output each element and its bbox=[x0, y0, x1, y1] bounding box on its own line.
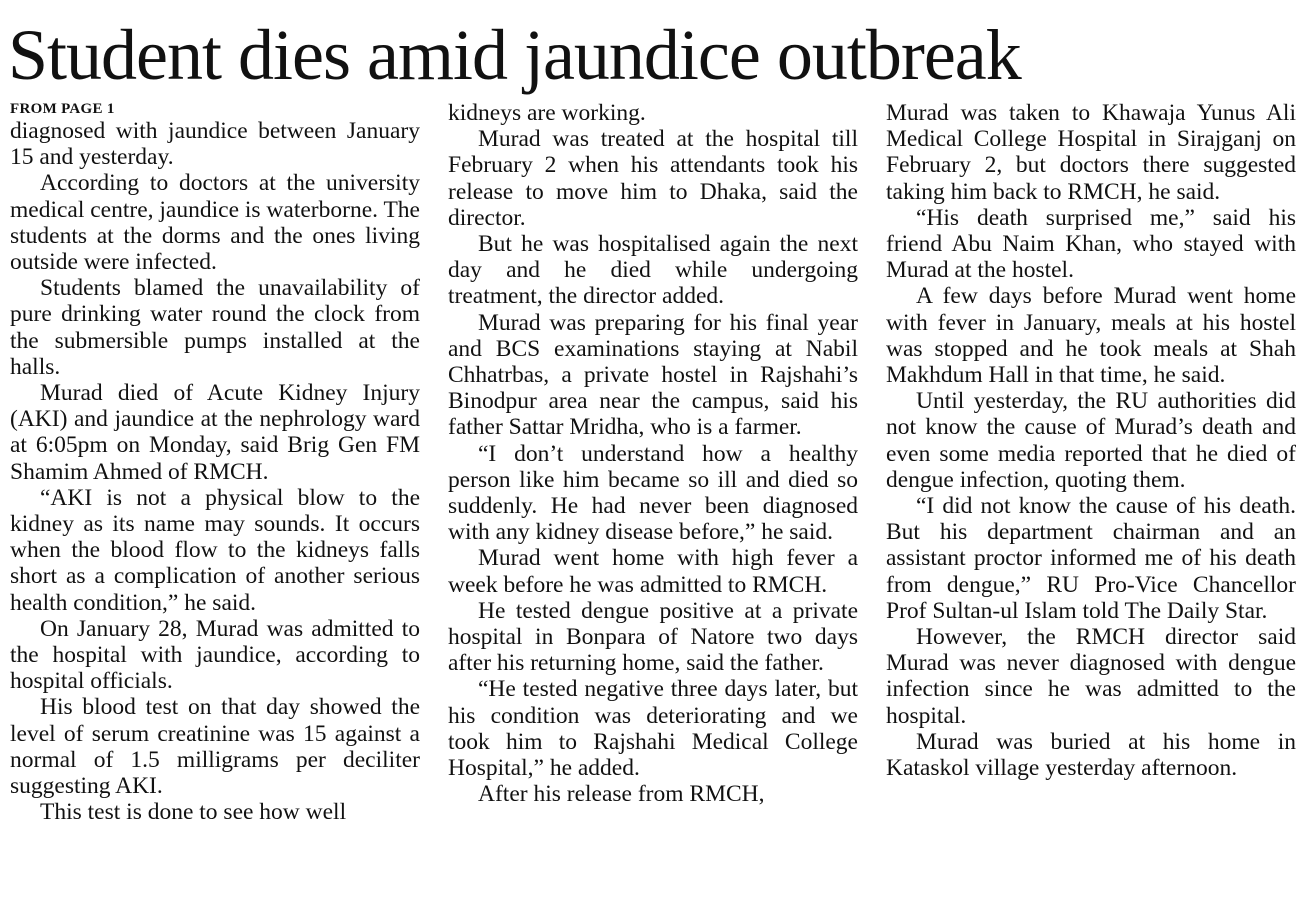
article-column-3 bbox=[886, 100, 1296, 900]
paragraph: “His death surprised me,” said his friend Abu Naim Khan, who stayed with Murad at the hostel. bbox=[886, 204, 1296, 284]
paragraph: A few days before Murad went home with fever in January, meals at his hostel was stopped and he took meals at Shah Makhdum Hall in that time, he said. bbox=[886, 283, 1296, 389]
paragraph: Murad went home with high fever a week before he was admitted to RMCH. bbox=[448, 545, 858, 598]
headline: Student dies amid jaundice outbreak bbox=[8, 15, 1021, 95]
article-column-2 bbox=[448, 100, 858, 900]
paragraph: “I don’t understand how a healthy person like him became so ill and died so suddenly. He had never been diagnosed with any kidney disease before,” he said. bbox=[448, 440, 858, 546]
paragraph: Murad was treated at the hospital till February 2 when his attendants took his release to move him to Dhaka, said the director. bbox=[448, 126, 858, 231]
paragraph: According to doctors at the university medical centre, jaundice is waterborne. The students at the dorms and the ones living outside were infected. bbox=[10, 170, 420, 276]
paragraph: Murad was taken to Khawaja Yunus Ali Medical College Hospital in Sirajganj on February 2, but doctors there suggested taking him back to RMCH, he said. bbox=[886, 100, 1296, 205]
paragraph: But he was hospitalised again the next day and he died while undergoing treatment, the director added. bbox=[448, 231, 858, 310]
paragraph: “He tested negative three days later, but his condition was deteriorating and we took him to Rajshahi Medical College Hospital,” he added. bbox=[448, 676, 858, 782]
paragraph: “I did not know the cause of his death. But his department chairman and an assistant proctor informed me of his death from dengue,” RU Pro-Vice Chancellor Prof Sultan-ul Islam told The Daily Star. bbox=[886, 493, 1296, 624]
paragraph: On January 28, Murad was admitted to the hospital with jaundice, according to hospital officials. bbox=[10, 615, 420, 695]
paragraph: Murad was buried at his home in Kataskol village yesterday afternoon. bbox=[886, 728, 1296, 782]
paragraph: This test is done to see how well bbox=[40, 799, 347, 826]
paragraph: Murad was preparing for his final year and BCS examinations staying at Nabil Chhatrbas, a private hostel in Rajshahi’s Binodpur area near the campus, said his father Sattar Mridha, who is a farmer. bbox=[448, 309, 858, 441]
paragraph: Until yesterday, the RU authorities did not know the cause of Murad’s death and even some media reported that he died of dengue infection, quoting them. bbox=[886, 388, 1296, 493]
paragraph: diagnosed with jaundice between January 15 and yesterday. bbox=[10, 118, 420, 171]
article-column-1 bbox=[10, 100, 420, 900]
paragraph: However, the RMCH director said Murad was never diagnosed with dengue infection since he was admitted to the hospital. bbox=[886, 624, 1296, 729]
paragraph: Murad died of Acute Kidney Injury (AKI) and jaundice at the nephrology ward at 6:05pm on Monday, said Brig Gen FM Shamim Ahmed of RMCH. bbox=[10, 380, 420, 485]
paragraph: “AKI is not a physical blow to the kidney as its name may sounds. It occurs when the blood flow to the kidneys falls short as a complication of another serious health condition,” he said. bbox=[10, 484, 420, 616]
paragraph: He tested dengue positive at a private hospital in Bonpara of Natore two days after his returning home, said the father. bbox=[448, 597, 858, 677]
paragraph: After his release from RMCH, bbox=[478, 781, 765, 808]
paragraph: Students blamed the unavailability of pure drinking water round the clock from the submersible pumps installed at the halls. bbox=[10, 275, 420, 380]
jump-line: FROM PAGE 1 bbox=[10, 101, 115, 117]
paragraph: kidneys are working. bbox=[448, 100, 646, 126]
paragraph: His blood test on that day showed the level of serum creatinine was 15 against a normal of 1.5 milligrams per deciliter suggesting AKI. bbox=[10, 694, 420, 800]
